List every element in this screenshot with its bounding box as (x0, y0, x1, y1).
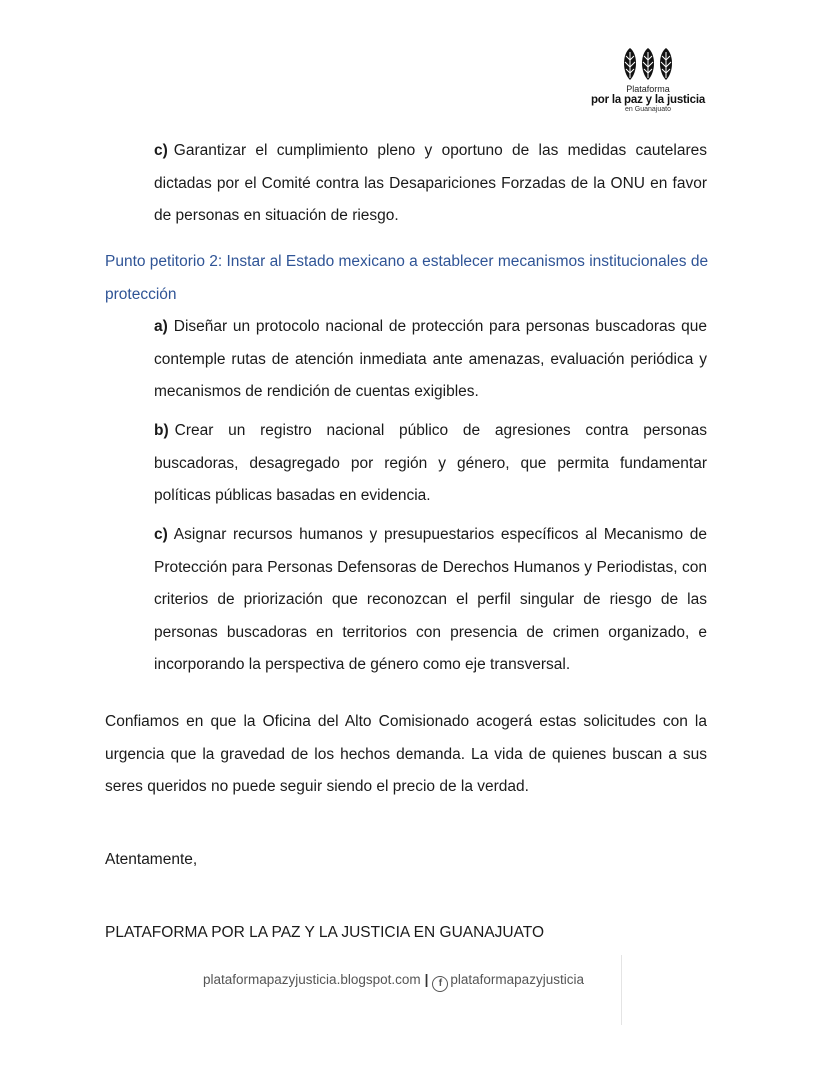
item-label: c) (154, 526, 168, 543)
closing-paragraph: Confiamos en que la Oficina del Alto Comisionado acogerá estas solicitudes con la urgencia que la gravedad de los hechos demanda. La vida de quienes buscan a sus seres queridos no puede seguir siendo el precio de la verdad. (105, 713, 707, 795)
blog-link[interactable]: plataformapazyjusticia.blogspot.com (203, 972, 421, 987)
logo-line-1: Plataforma (626, 84, 670, 94)
item-c-petition-1 (154, 135, 707, 233)
item-text: Diseñar un protocolo nacional de protección para personas buscadoras que contemple rutas de atención inmediata ante amenazas, evaluación periódica y mecanismos de rendición de cuentas exigibles. (154, 318, 707, 400)
item-c-petition-2 (154, 519, 707, 682)
three-leaves-icon (621, 46, 675, 82)
item-text: Asignar recursos humanos y presupuestarios específicos al Mecanismo de Protección para Personas Defensoras de Derechos Humanos y Periodistas, con criterios de priorización que reconozcan el perfil singular de riesgo de las personas buscadoras en territorios con presencia de crimen organizado, e incorporando la perspectiva de género como eje transversal. (154, 526, 707, 673)
facebook-link[interactable]: plataformapazyjusticia (450, 972, 584, 987)
item-a-petition-2 (154, 311, 707, 409)
item-b-petition-2 (154, 415, 707, 513)
salutation: Atentamente, (105, 851, 198, 868)
logo-line-3: en Guanajuato (625, 106, 671, 113)
footer (203, 972, 584, 992)
item-text: Garantizar el cumplimiento pleno y oportuno de las medidas cautelares dictadas por el Comité contra las Desapariciones Forzadas de la ONU en favor de personas en situación de riesgo. (154, 142, 707, 224)
footer-separator: | (424, 972, 429, 987)
organization-logo (586, 46, 710, 114)
petition-2-heading: Punto petitorio 2: Instar al Estado mexicano a establecer mecanismos institucionales de protección (105, 253, 709, 303)
item-label: c) (154, 142, 168, 159)
footer-divider (621, 955, 622, 1025)
logo-line-2: por la paz y la justicia (590, 94, 706, 106)
item-text: Crear un registro nacional público de agresiones contra personas buscadoras, desagregado por región y género, que permita fundamentar políticas públicas basadas en evidencia. (154, 422, 707, 504)
facebook-icon: f (432, 976, 448, 992)
item-label: a) (154, 318, 168, 335)
item-label: b) (154, 422, 169, 439)
signature: PLATAFORMA POR LA PAZ Y LA JUSTICIA EN GUANAJUATO (105, 924, 545, 941)
